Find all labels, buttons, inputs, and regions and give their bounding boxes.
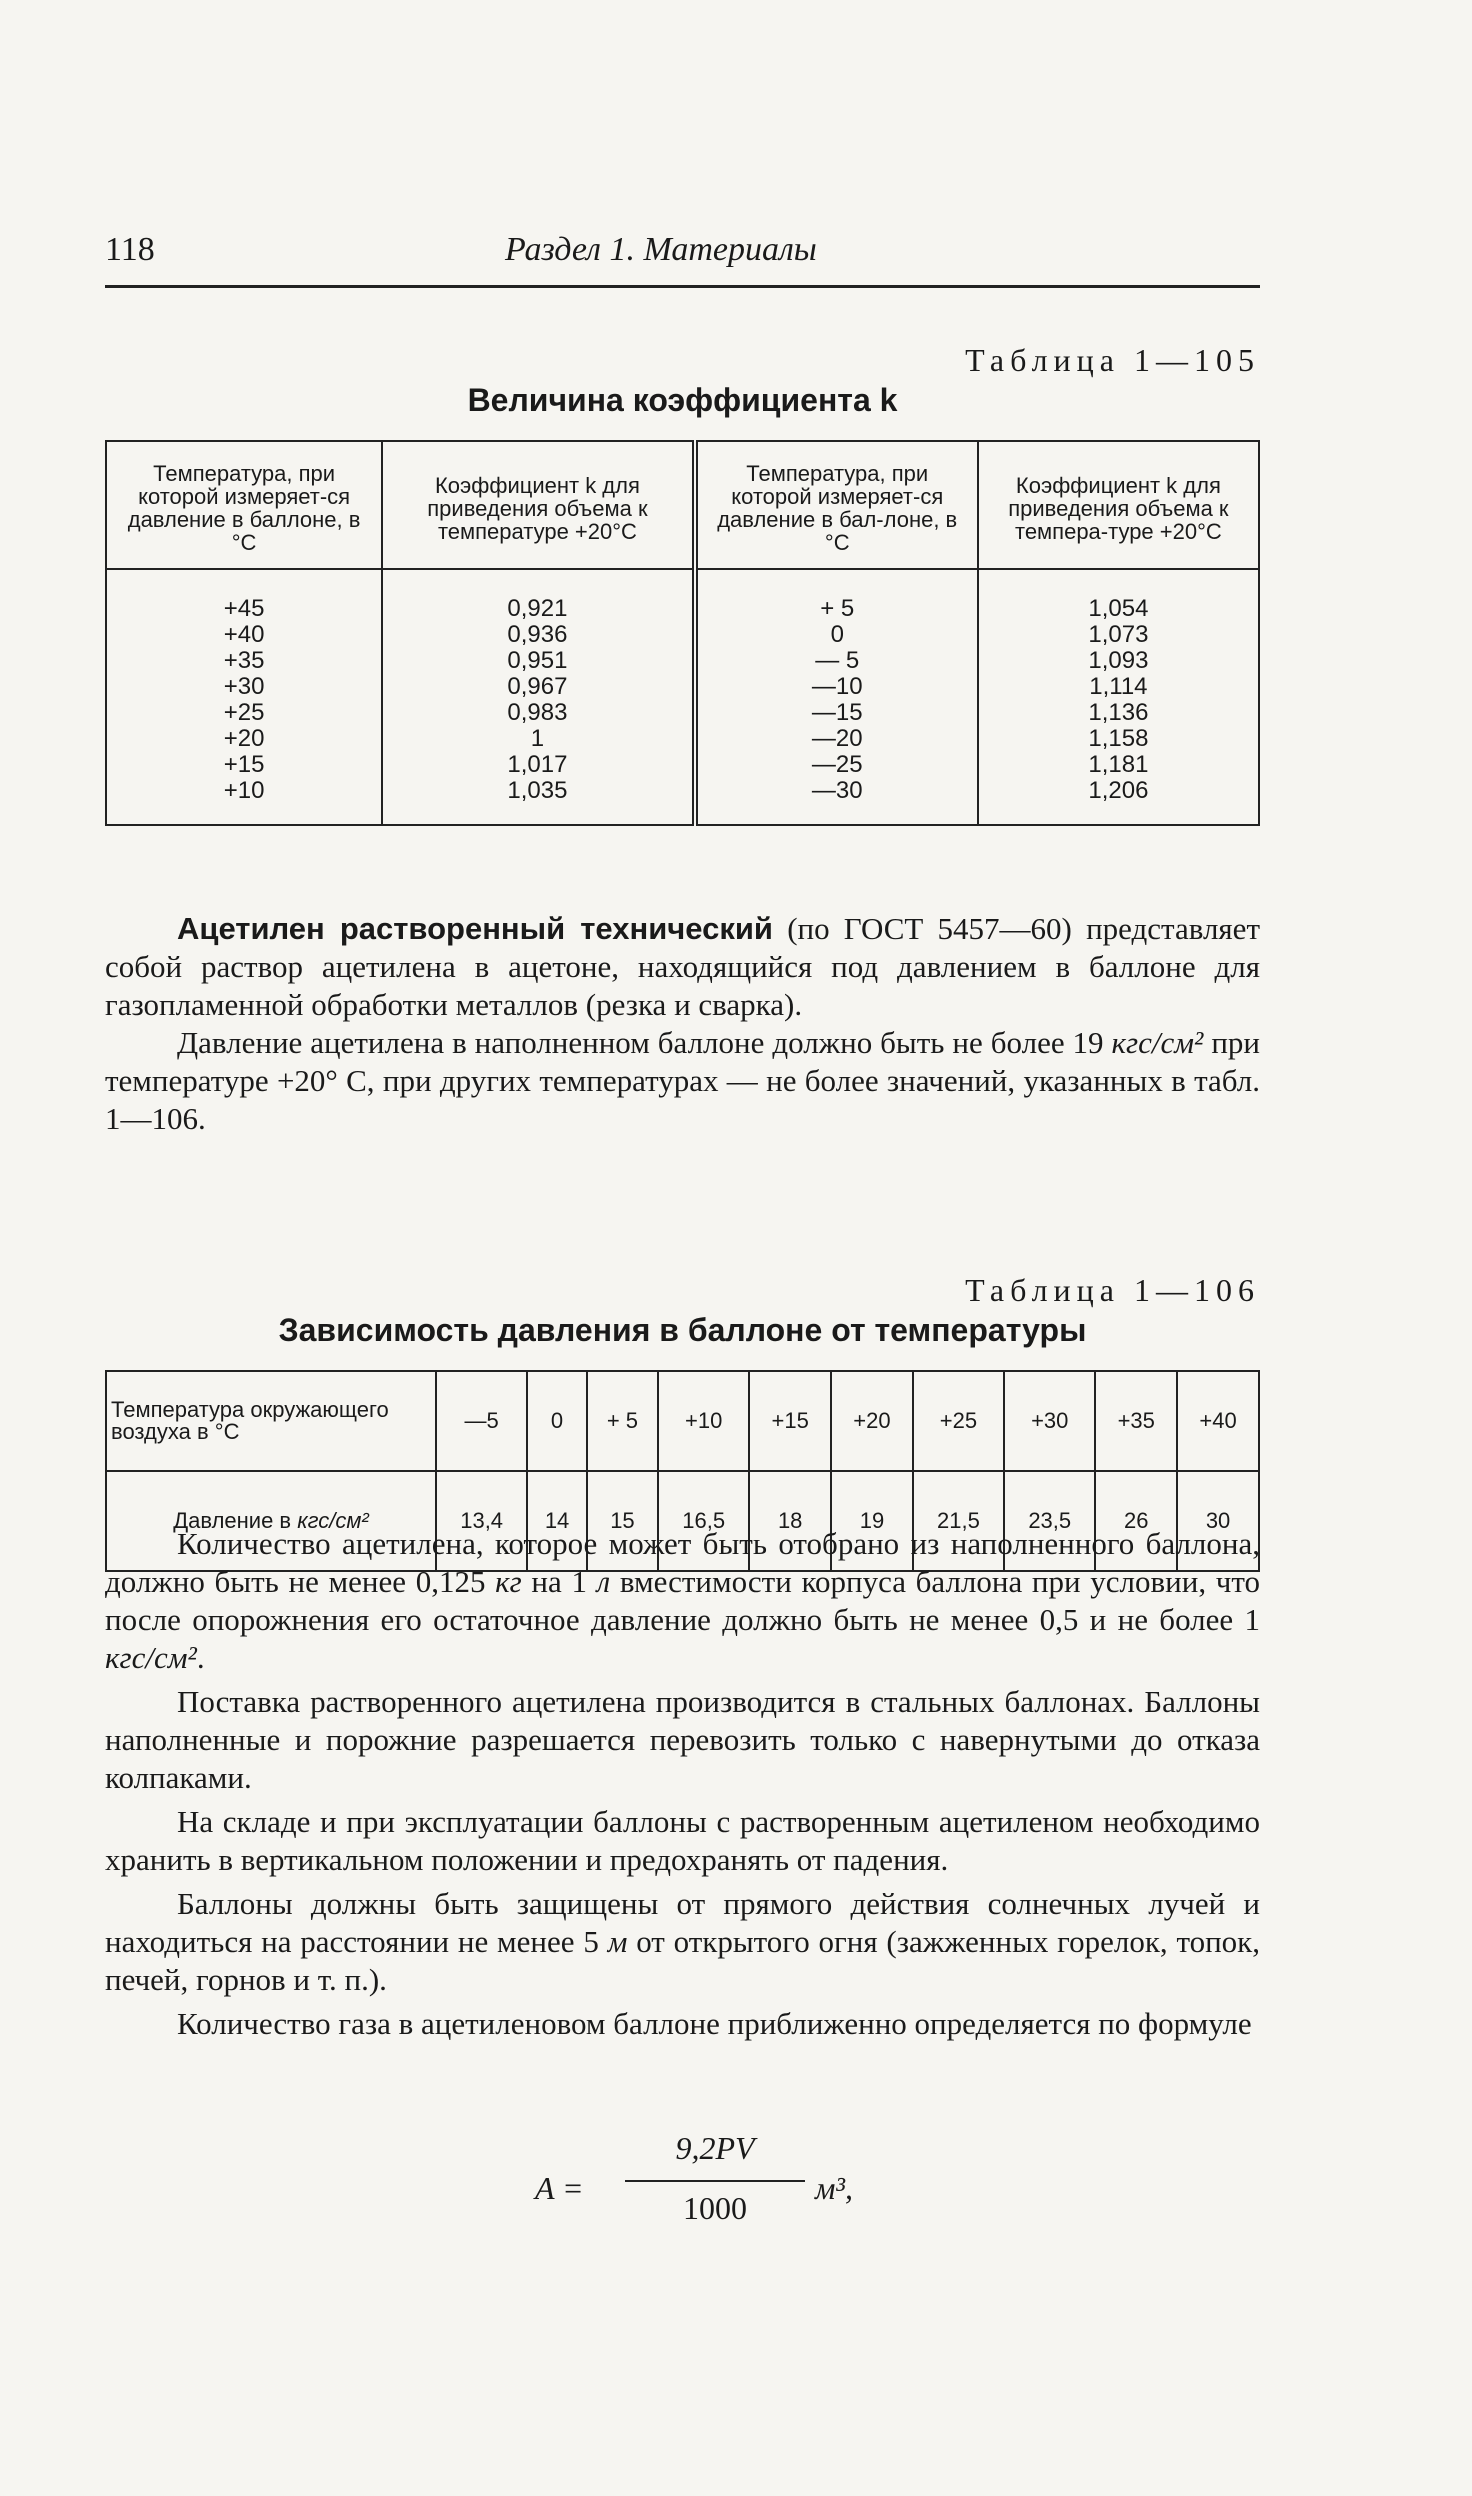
page-number: 118 (105, 231, 155, 268)
table-106-temp-cell: +35 (1095, 1371, 1177, 1471)
paragraph: Давление ацетилена в наполненном баллоне должно быть не более 19 кгс/см² при температуре +20° C, при других температурах — не более значений, указанных в табл. 1—106. (105, 1025, 1260, 1136)
table-105-col-coef2: 1,054 1,073 1,093 1,114 1,136 1,158 1,181 1,206 (978, 569, 1259, 825)
table-106-title: Зависимость давления в баллоне от температуры (278, 1312, 1087, 1348)
table-106-temp-cell: 0 (527, 1371, 587, 1471)
formula-lhs: A = (535, 2170, 584, 2206)
table-105 (105, 440, 1260, 826)
table-106-pressure-cell: 14 (527, 1471, 587, 1571)
table-106-pressure-cell: 15 (587, 1471, 658, 1571)
running-head (105, 225, 1260, 288)
table-106-temp-cell: —5 (436, 1371, 527, 1471)
fraction-bar (625, 2180, 805, 2182)
table-105-caption: Таблица 1—105 (965, 342, 1260, 378)
table-106-caption: Таблица 1—106 (965, 1272, 1260, 1308)
table-105-block (105, 340, 1260, 826)
table-106-pressure-cell: 19 (831, 1471, 913, 1571)
table-105-col-coef1: 0,921 0,936 0,951 0,967 0,983 1 1,017 1,035 (382, 569, 695, 825)
running-title: Раздел 1. Материалы (505, 231, 817, 268)
text-block-2 (105, 1525, 1260, 2049)
table-106-temp-cell: +30 (1004, 1371, 1095, 1471)
paragraph: Количество газа в ацетиленовом баллоне приближенно определяется по формуле (177, 2006, 1252, 2041)
paragraph: Поставка растворенного ацетилена производится в стальных баллонах. Баллоны наполненные и порожние разрешается перевозить только с навернутыми до отказа колпаками. (105, 1684, 1260, 1795)
table-105-header-temp1: Температура, при которой измеряет-ся давление в баллоне, в °C (106, 441, 382, 569)
table-106-pressure-cell: 26 (1095, 1471, 1177, 1571)
table-106-temp-cell: + 5 (587, 1371, 658, 1471)
table-105-header-coef1: Коэффициент k для приведения объема к температуре +20°C (382, 441, 695, 569)
formula-numerator: 9,2PV (675, 2130, 755, 2166)
formula-denominator: 1000 (683, 2190, 747, 2226)
term-bold: Ацетилен растворенный технический (177, 911, 773, 946)
table-106-temp-cell: +15 (749, 1371, 831, 1471)
table-106-pressure-cell: 13,4 (436, 1471, 527, 1571)
text-block-1 (105, 910, 1260, 1138)
table-106-pressure-cell: 23,5 (1004, 1471, 1095, 1571)
formula-unit: м³, (815, 2170, 854, 2206)
table-106-pressure-cell: 21,5 (913, 1471, 1004, 1571)
paragraph: Ацетилен растворенный технический (по ГОСТ 5457—60) представляет собой раствор ацетилена в ацетоне, находящийся под давлением в баллоне для газопламенной обработки металлов (резка и сварка). (105, 911, 1260, 1022)
formula (535, 2130, 955, 2240)
table-105-header-coef2: Коэффициент k для приведения объема к темпера-туре +20°C (978, 441, 1259, 569)
table-106-temp-cell: +25 (913, 1371, 1004, 1471)
table-106-row-label-pressure: Давление в кгс/см² (106, 1471, 436, 1571)
table-106-pressure-cell: 16,5 (658, 1471, 749, 1571)
table-106-pressure-cell: 30 (1177, 1471, 1259, 1571)
table-106-pressure-cell: 18 (749, 1471, 831, 1571)
paragraph: Количество ацетилена, которое может быть отобрано из наполненного баллона, должно быть не менее 0,125 кг на 1 л вместимости корпуса баллона при условии, что после опорожнения его остаточное давление должно быть не менее 0,5 и не более 1 кгс/см². (105, 1526, 1260, 1675)
table-106-temp-cell: +20 (831, 1371, 913, 1471)
table-105-header-temp2: Температура, при которой измеряет-ся давление в бал-лоне, в °C (695, 441, 978, 569)
paragraph: На складе и при эксплуатации баллоны с растворенным ацетиленом необходимо хранить в вертикальном положении и предохранять от падения. (105, 1804, 1260, 1877)
table-106-row-label-temp: Температура окружающего воздуха в °C (106, 1371, 436, 1471)
table-106-temp-cell: +40 (1177, 1371, 1259, 1471)
table-106-temp-cell: +10 (658, 1371, 749, 1471)
table-105-col-temp1: +45 +40 +35 +30 +25 +20 +15 +10 (106, 569, 382, 825)
table-105-title: Величина коэффициента k (467, 382, 898, 418)
table-105-col-temp2: + 5 0 — 5 —10 —15 —20 —25 —30 (695, 569, 978, 825)
paragraph: Баллоны должны быть защищены от прямого действия солнечных лучей и находиться на расстоянии не менее 5 м от открытого огня (зажженных горелок, топок, печей, горнов и т. п.). (105, 1886, 1260, 1997)
